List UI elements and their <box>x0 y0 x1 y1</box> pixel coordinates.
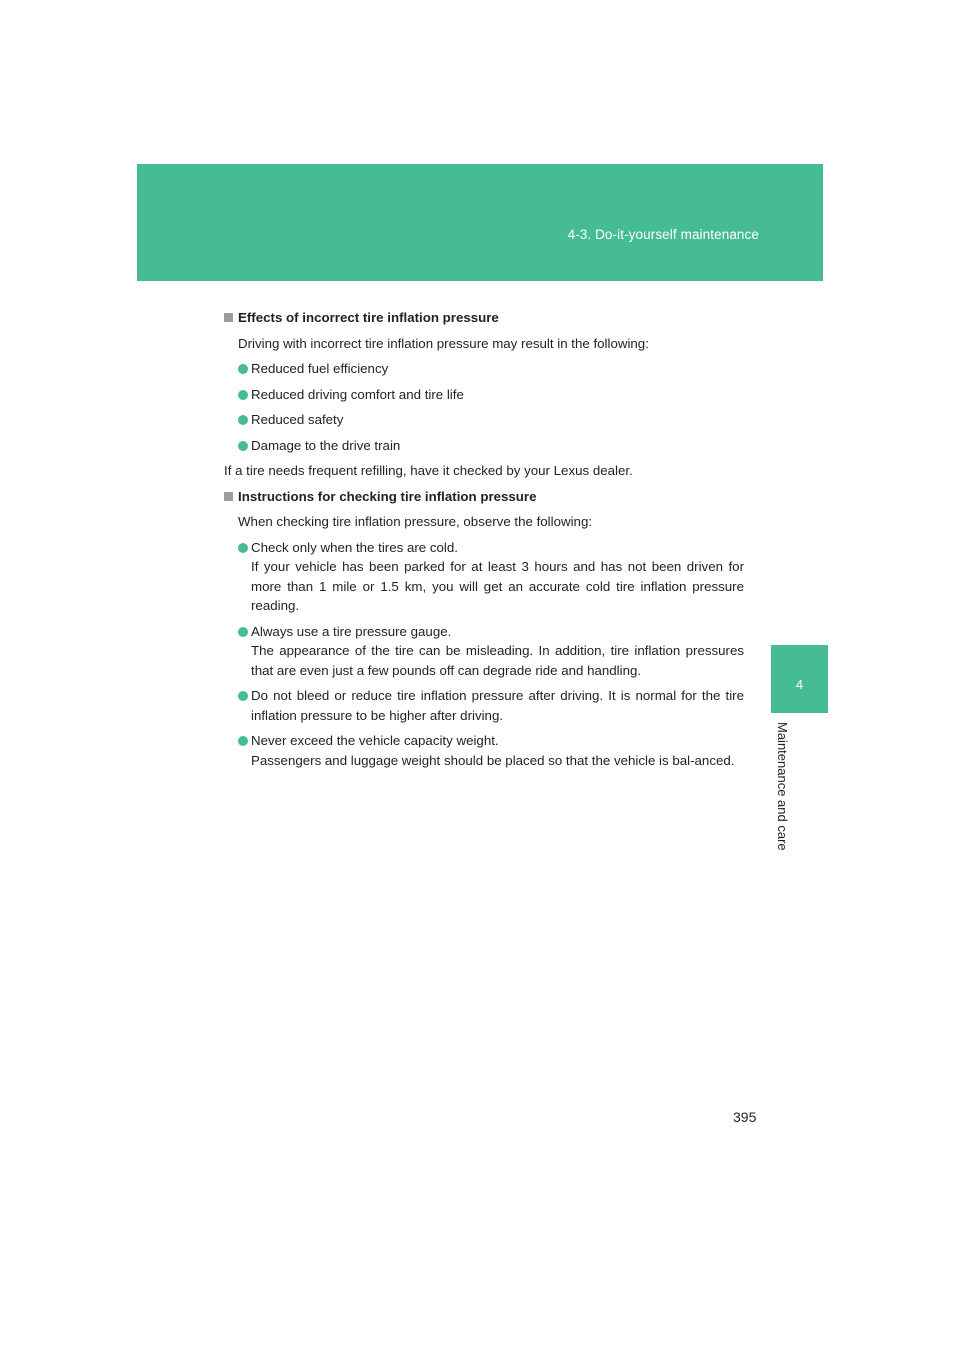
list-item-text: Reduced driving comfort and tire life <box>251 386 464 402</box>
list-item-title: Always use a tire pressure gauge. <box>251 623 452 639</box>
section-intro: When checking tire inflation pressure, observe the following: <box>238 514 593 529</box>
bullet-dot-icon <box>238 441 248 451</box>
bullet-dot-icon <box>238 736 248 746</box>
list-item-detail: If your vehicle has been parked for at least 3 hours and has not been driven for more than 1 mile or 1.5 km, you will get an accurate cold tire inflation pressure reading. <box>251 559 744 613</box>
list-item <box>238 359 744 379</box>
bullet-dot-icon <box>238 415 248 425</box>
bullet-dot-icon <box>238 691 248 701</box>
list-item <box>238 436 744 456</box>
section-heading <box>224 308 744 328</box>
square-bullet-icon <box>224 313 233 322</box>
list-item <box>238 538 744 616</box>
list-item <box>238 731 744 770</box>
list-item-title: Never exceed the vehicle capacity weight. <box>251 733 499 748</box>
list-item <box>238 385 744 405</box>
bullet-dot-icon <box>238 364 248 374</box>
list-item-text: Reduced fuel efficiency <box>251 361 389 376</box>
list-item-title: Check only when the tires are cold. <box>251 539 458 555</box>
list-item <box>238 622 744 681</box>
bullet-dot-icon <box>238 627 248 637</box>
heading-text: Instructions for checking tire inflation pressure <box>238 488 537 504</box>
square-bullet-icon <box>224 492 233 501</box>
section-title: 4-3. Do-it-yourself maintenance <box>567 227 759 242</box>
list-item-detail: Passengers and luggage weight should be placed so that the vehicle is bal-anced. <box>251 752 735 768</box>
list-item <box>238 410 744 430</box>
bullet-dot-icon <box>238 543 248 553</box>
header-band <box>137 164 823 281</box>
section-outro: If a tire needs frequent refilling, have it checked by your Lexus dealer. <box>224 463 633 478</box>
list-item-title: Do not bleed or reduce tire inflation pressure after driving. It is normal for the tire inflation pressure to be higher after driving. <box>251 688 744 723</box>
bullet-dot-icon <box>238 390 248 400</box>
list-item-text: Reduced safety <box>251 412 344 427</box>
section-intro: Driving with incorrect tire inflation pressure may result in the following: <box>238 335 649 351</box>
chapter-tab <box>771 645 828 713</box>
section-heading <box>224 487 744 507</box>
heading-text: Effects of incorrect tire inflation pressure <box>238 310 499 325</box>
list-item-text: Damage to the drive train <box>251 437 401 453</box>
chapter-number: 4 <box>795 677 804 692</box>
page-content <box>224 308 744 770</box>
page-number: 395 <box>733 1109 757 1125</box>
list-item-detail: The appearance of the tire can be misleading. In addition, tire inflation pressures that are even just a few pounds off can degrade ride and handling. <box>251 643 744 678</box>
chapter-label: Maintenance and care <box>775 722 790 851</box>
list-item <box>238 686 744 725</box>
